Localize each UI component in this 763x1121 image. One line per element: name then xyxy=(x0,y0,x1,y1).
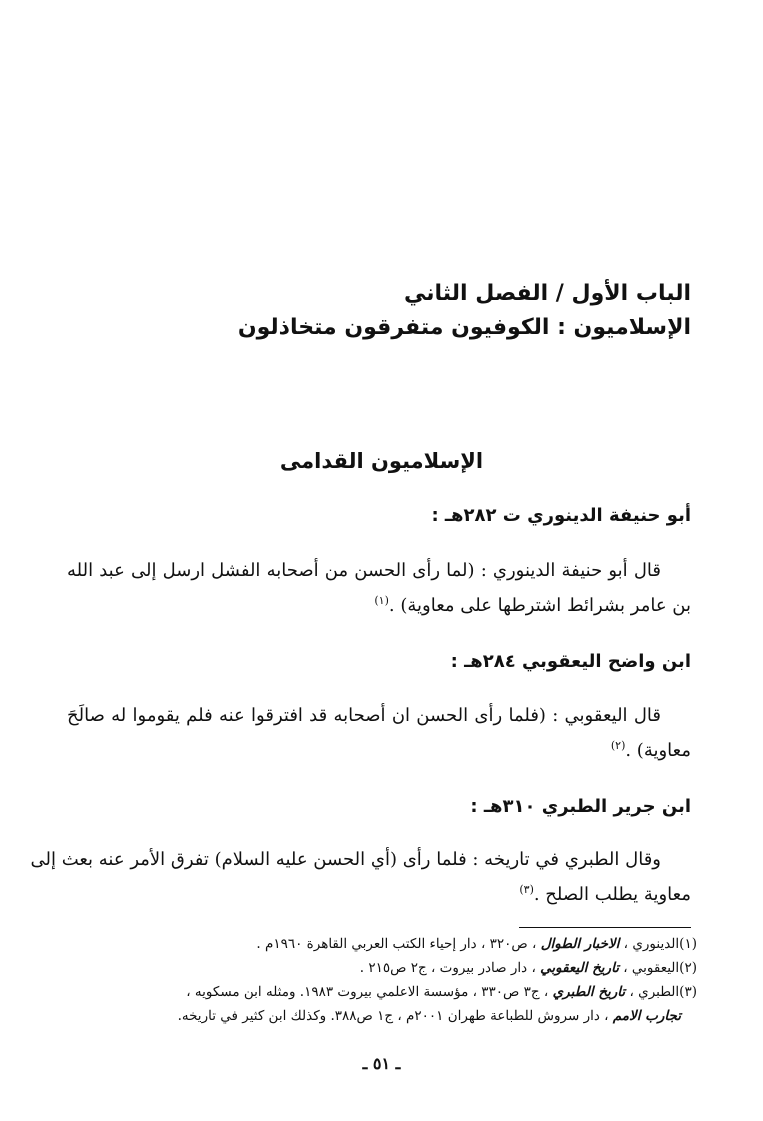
footnote-2-author: اليعقوبي ، xyxy=(623,960,680,976)
page-number: ـ ٥١ ـ xyxy=(362,1054,401,1073)
footnote-3-cont-title: تجارب الامم xyxy=(612,1008,681,1024)
footnote-3-continued xyxy=(61,1005,681,1028)
section-title: الإسلاميون القدامى xyxy=(279,449,484,473)
footnote-1 xyxy=(61,933,697,956)
footnote-1-number: (١) xyxy=(679,936,697,952)
footnote-1-title: الاخبار الطوال xyxy=(540,936,620,952)
footnote-separator xyxy=(519,927,691,928)
chapter-heading-line-2: الإسلاميون : الكوفيون متفرقون متخاذلون xyxy=(237,315,691,340)
entry-text-tabari-line-2 xyxy=(67,880,691,910)
footnote-1-rest: ، ص٣٢٠ ، دار إحياء الكتب العربي القاهرة ١٩٦٠م . xyxy=(256,936,537,952)
entry-heading-yaqubi: ابن واضح اليعقوبي ٢٨٤هـ : xyxy=(450,651,691,672)
footnote-3-number: (٣) xyxy=(679,984,697,1000)
footnote-ref-2: (٢) xyxy=(610,739,626,752)
entry-text-dinawari-line-2-text: بن عامر بشرائط اشترطها على معاوية) . xyxy=(388,595,691,616)
footnote-3-cont-rest: ، دار سروش للطباعة طهران ٢٠٠١م ، ج١ ص٣٨٨. وكذلك ابن كثير في تاريخه. xyxy=(177,1008,609,1024)
footnote-1-author: الدينوري ، xyxy=(623,936,680,952)
entry-text-yaqubi-line-2 xyxy=(67,736,691,766)
entry-text-dinawari-line-1: قال أبو حنيفة الدينوري : (لما رأى الحسن من أصحابه الفشل ارسل إلى عبد الله xyxy=(67,560,661,581)
footnote-3-title: تاريخ الطبري xyxy=(552,984,626,1000)
footnote-3-rest: ، ج٣ ص٣٣٠ ، مؤسسة الاعلمي بيروت ١٩٨٣. ومثله ابن مسكويه ، xyxy=(186,984,549,1000)
chapter-heading-line-1: الباب الأول / الفصل الثاني xyxy=(403,281,691,306)
entry-text-yaqubi-line-1: قال اليعقوبي : (فلما رأى الحسن ان أصحابه قد افترقوا عنه فلم يقوموا له صالَحَ xyxy=(67,705,661,726)
footnote-2 xyxy=(61,957,697,980)
footnote-ref-1: (١) xyxy=(374,594,389,607)
entry-text-yaqubi-line-2-text: معاوية) . xyxy=(625,740,691,761)
footnote-2-number: (٢) xyxy=(679,960,697,976)
entry-heading-tabari: ابن جرير الطبري ٣١٠هـ : xyxy=(470,796,691,817)
footnote-3 xyxy=(61,981,697,1004)
footnote-3-author: الطبري ، xyxy=(629,984,680,1000)
footnote-ref-3: (٣) xyxy=(519,883,534,896)
entry-text-tabari-line-1: وقال الطبري في تاريخه : فلما رأى (أي الحسن عليه السلام) تفرق الأمر عنه بعث إلى xyxy=(30,849,661,870)
footnote-2-rest: ، دار صادر بيروت ، ج٢ ص٢١٥ . xyxy=(359,960,536,976)
footnote-2-title: تاريخ اليعقوبي xyxy=(540,960,619,976)
entry-text-tabari-line-2-text: معاوية يطلب الصلح . xyxy=(533,884,691,905)
entry-heading-dinawari: أبو حنيفة الدينوري ت ٢٨٢هـ : xyxy=(431,505,691,526)
entry-text-dinawari-line-2 xyxy=(67,591,691,621)
